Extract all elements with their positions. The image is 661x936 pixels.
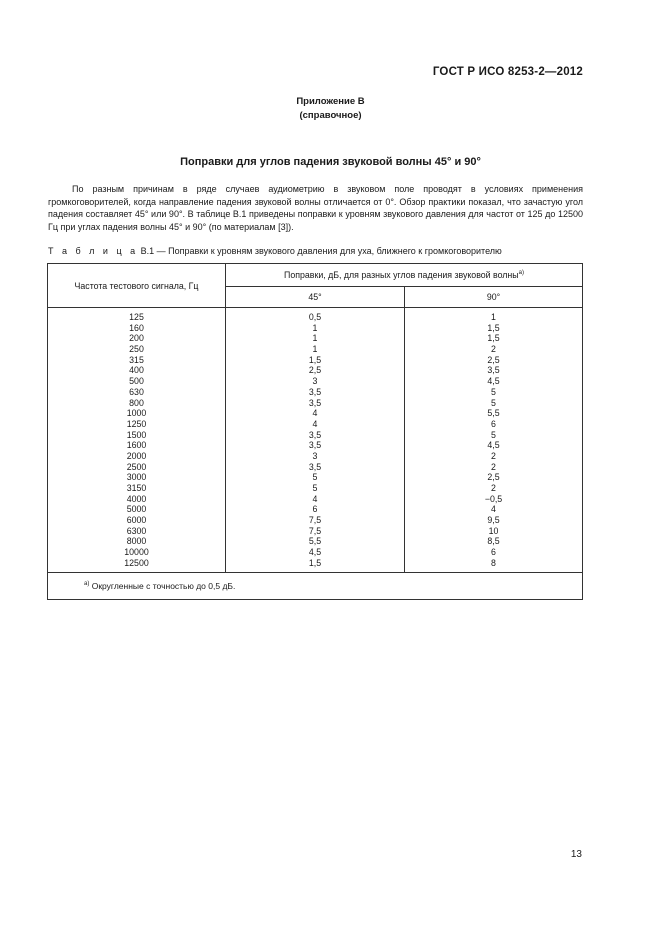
angle-45-value: 0,5 [308, 312, 322, 322]
header-corrections [226, 264, 583, 287]
angle-45-value: 4 [312, 418, 318, 429]
table-footnote [48, 572, 583, 599]
angle-45-value: 1 [312, 344, 318, 355]
angle-90-value: 5 [491, 386, 496, 397]
angle-45-value: 3,5 [308, 461, 322, 472]
table-caption [48, 246, 502, 256]
angle-45-value: 3,5 [308, 397, 322, 408]
annex-title: Приложение В [296, 96, 365, 107]
angle-45-value: 3 [312, 376, 318, 387]
frequency-value: 500 [129, 376, 144, 387]
header-footnote-mark: а) [518, 270, 524, 276]
angle-90-value: 5 [491, 429, 496, 440]
section-title: Поправки для углов падения звуковой волны 45° и 90° [180, 156, 481, 168]
frequency-value: 3150 [126, 483, 147, 493]
angle-90-value: 2,5 [487, 472, 500, 483]
angle-90-value: 9,5 [487, 515, 500, 526]
frequency-value: 8000 [126, 536, 147, 547]
footnote-mark: а) [84, 580, 90, 587]
angle-90-column [405, 308, 583, 573]
angle-90-value: −0,5 [484, 493, 503, 504]
frequency-value: 2000 [126, 450, 147, 461]
angle-45-value: 3,5 [308, 440, 322, 451]
angle-90-value: 1,5 [487, 333, 500, 344]
frequency-column [48, 308, 226, 573]
frequency-value: 12500 [124, 557, 149, 568]
frequency-value: 4000 [126, 493, 147, 504]
angle-45-value: 1,5 [308, 557, 322, 568]
header-45: 45° [226, 287, 405, 308]
angle-45-value: 3 [312, 450, 318, 461]
frequency-value: 10000 [124, 547, 149, 558]
frequency-value: 6000 [126, 515, 147, 526]
angle-90-value: 4,5 [487, 376, 500, 387]
angle-45-value: 6 [312, 504, 318, 515]
angle-90-value: 2 [491, 483, 496, 493]
angle-90-value: 2 [491, 450, 496, 461]
frequency-value: 800 [129, 397, 144, 408]
angle-45-value: 4 [312, 408, 318, 419]
angle-45-value: 7,5 [308, 515, 322, 526]
table-caption-text: В.1 — Поправки к уровням звукового давления для уха, ближнего к громкоговорителю [140, 246, 502, 256]
standard-designation: ГОСТ Р ИСО 8253-2—2012 [432, 66, 583, 78]
body-paragraph: По разным причинам в ряде случаев аудиометрию в звуковом поле проводят в условиях применения громкоговорителей, когда направление падения звуковой волны отличается от 0°. Обзор практики показал, что зачастую угол падения составляет 45° или 90°. В таблице В.1 приведены поправки к уровням звукового давления для частот от 125 до 12500 Гц при углах падения волны 45° и 90° (по материалам [3]). [48, 184, 583, 232]
frequency-value: 1000 [126, 408, 147, 419]
angle-90-value: 6 [491, 418, 496, 429]
angle-90-value: 1,5 [487, 322, 500, 333]
frequency-value: 630 [129, 386, 144, 397]
angle-90-value: 2 [491, 461, 496, 472]
angle-90-value: 2,5 [487, 354, 500, 365]
angle-90-value: 1 [491, 312, 496, 322]
frequency-value: 1250 [126, 418, 147, 429]
frequency-value: 6300 [126, 525, 147, 536]
footnote-text: Округленные с точностью до 0,5 дБ. [91, 580, 236, 591]
angle-45-value: 1 [312, 333, 318, 344]
angle-45-value: 1,5 [308, 354, 322, 365]
angle-45-value: 3,5 [308, 386, 322, 397]
table-caption-prefix: Т а б л и ц а [48, 246, 139, 256]
angle-90-value: 2 [491, 344, 496, 355]
frequency-value: 1500 [126, 429, 147, 440]
frequency-value: 250 [129, 344, 144, 355]
header-corrections-text: Поправки, дБ, для разных углов падения звуковой волны [284, 270, 519, 280]
angle-45-value: 4,5 [308, 547, 322, 558]
angle-90-value: 5 [491, 397, 496, 408]
angle-45-value: 4 [312, 493, 318, 504]
frequency-value: 200 [129, 333, 144, 344]
frequency-value: 5000 [126, 504, 147, 515]
angle-90-value: 8 [491, 557, 496, 568]
frequency-value: 3000 [126, 472, 147, 483]
angle-45-value: 2,5 [308, 365, 322, 376]
annex-heading [0, 95, 661, 123]
angle-45-value: 5 [312, 472, 318, 483]
corrections-table [47, 263, 583, 600]
angle-90-value: 4 [491, 504, 496, 515]
frequency-value: 125 [129, 312, 144, 322]
frequency-value: 2500 [126, 461, 147, 472]
frequency-value: 315 [129, 354, 144, 365]
angle-45-value: 5,5 [308, 536, 322, 547]
header-90: 90° [405, 287, 583, 308]
angle-90-value: 6 [491, 547, 496, 558]
angle-90-value: 4,5 [487, 440, 500, 451]
angle-45-column [226, 308, 405, 573]
header-frequency: Частота тестового сигнала, Гц [48, 264, 226, 308]
annex-subtitle: (справочное) [299, 110, 362, 121]
frequency-value: 1600 [126, 440, 147, 451]
angle-45-value: 3,5 [308, 429, 322, 440]
angle-90-value: 5,5 [487, 408, 500, 419]
angle-45-value: 5 [312, 483, 318, 493]
angle-45-value: 7,5 [308, 525, 322, 536]
angle-90-value: 3,5 [487, 365, 500, 376]
angle-90-value: 10 [488, 525, 499, 536]
angle-45-value: 1 [312, 322, 318, 333]
frequency-value: 400 [129, 365, 144, 376]
frequency-value: 160 [129, 322, 144, 333]
angle-90-value: 8,5 [487, 536, 500, 547]
page-number: 13 [570, 849, 582, 860]
